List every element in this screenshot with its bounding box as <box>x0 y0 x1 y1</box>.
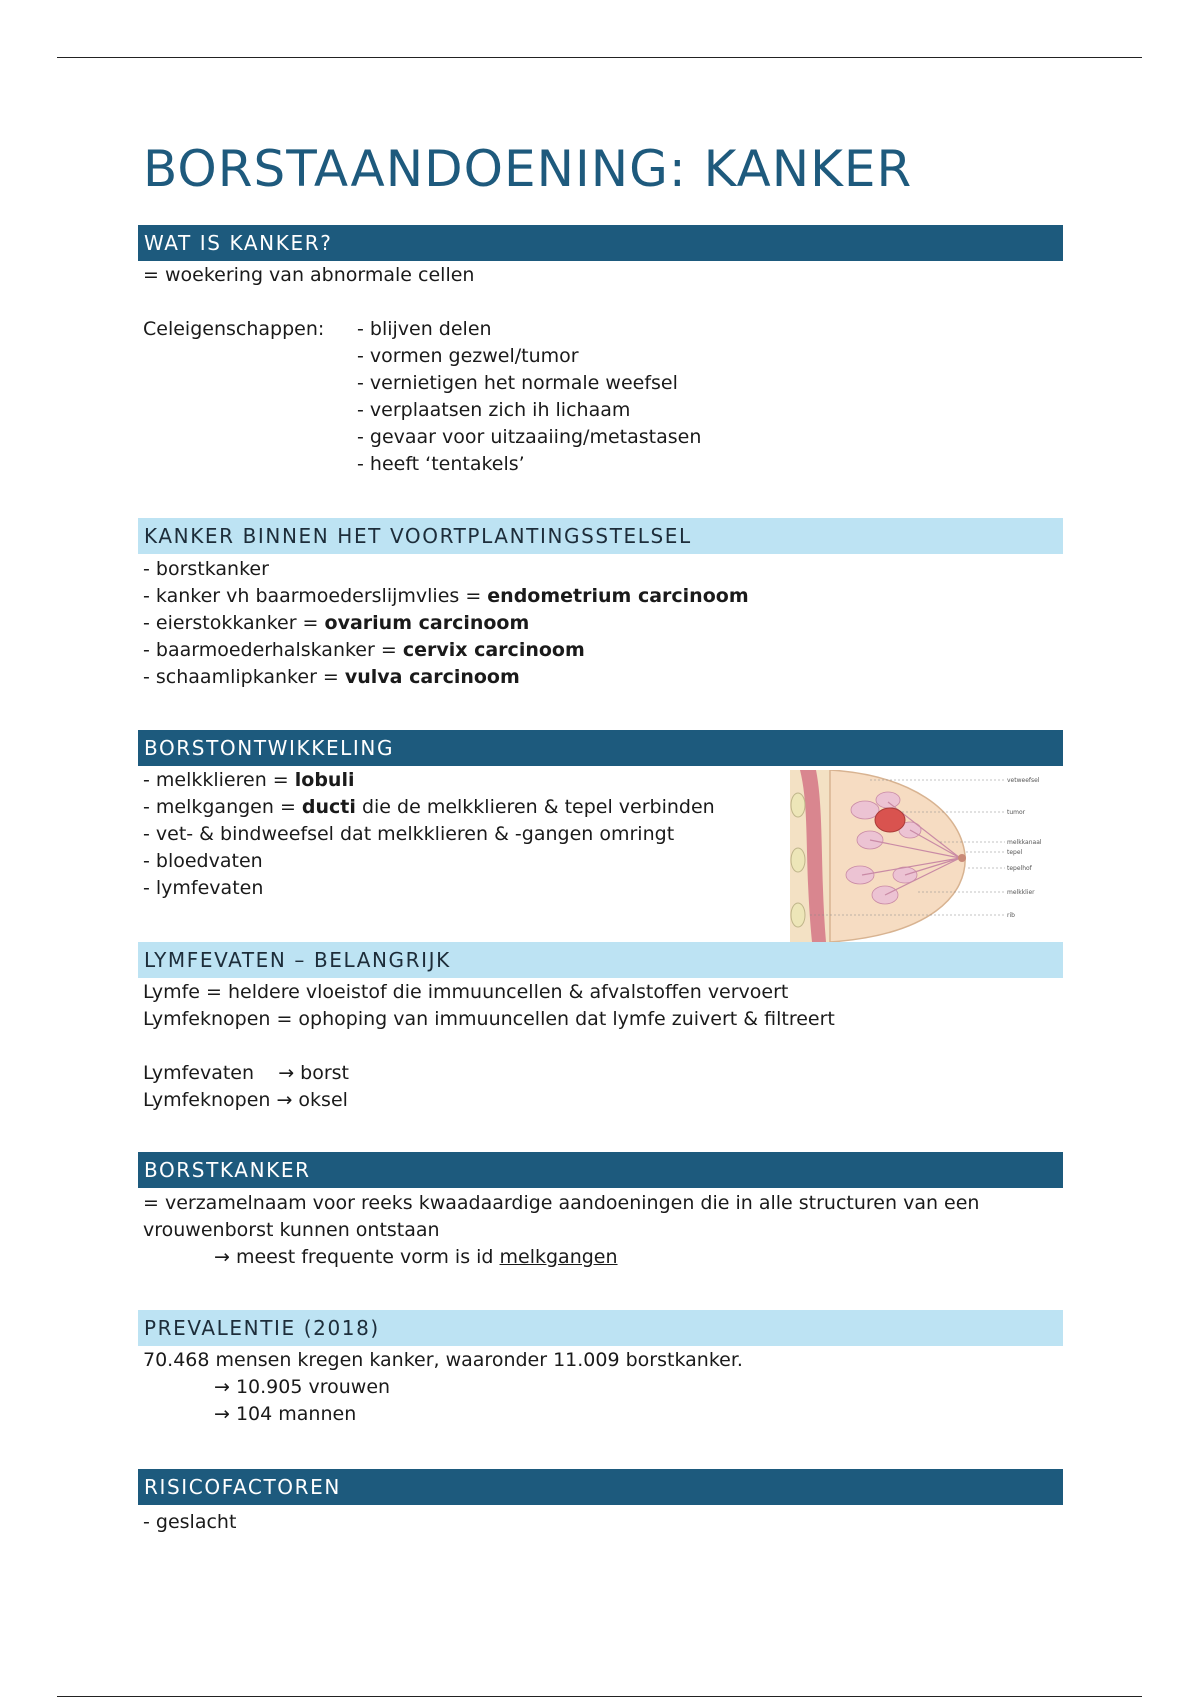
text-line: Lymfeknopen → oksel <box>143 1089 348 1111</box>
list-item: - baarmoederhalskanker = cervix carcinoom <box>143 639 585 661</box>
text-line: → 104 mannen <box>214 1403 357 1425</box>
section-header-borstontwikkeling: BORSTONTWIKKELING <box>138 730 1063 766</box>
list-item: - melkgangen = ducti die de melkklieren & tepel verbinden <box>143 796 715 818</box>
text-line: 70.468 mensen kregen kanker, waaronder 11.009 borstkanker. <box>143 1349 743 1371</box>
list-item: - eierstokkanker = ovarium carcinoom <box>143 612 530 634</box>
breast-anatomy-diagram <box>790 770 1060 942</box>
list-item: - heeft ‘tentakels’ <box>357 453 525 475</box>
list-item: - melkklieren = lobuli <box>143 769 355 791</box>
text-line: → 10.905 vrouwen <box>214 1376 391 1398</box>
tumor-shape <box>875 808 905 832</box>
text-line: vrouwenborst kunnen ontstaan <box>143 1219 440 1241</box>
lobule-shape <box>876 792 900 808</box>
lobule-shape <box>851 801 879 819</box>
list-item: - vet- & bindweefsel dat melkklieren & -gangen omringt <box>143 823 675 845</box>
nipple-shape <box>958 854 966 862</box>
section-header-borstkanker: BORSTKANKER <box>138 1152 1063 1188</box>
label-tumor: tumor <box>1007 809 1026 816</box>
label-rib: rib <box>1007 912 1015 919</box>
list-item: - gevaar voor uitzaaiing/metastasen <box>357 426 702 448</box>
list-item: - bloedvaten <box>143 850 263 872</box>
list-item: - vernietigen het normale weefsel <box>357 372 678 394</box>
list-item: - vormen gezwel/tumor <box>357 345 579 367</box>
list-item: - schaamlipkanker = vulva carcinoom <box>143 666 520 688</box>
label-vetweefsel: vetweefsel <box>1007 777 1040 784</box>
label-tepelhof: tepelhof <box>1007 865 1032 872</box>
text-line: Lymfeknopen = ophoping van immuuncellen dat lymfe zuivert & filtreert <box>143 1008 835 1030</box>
section-header-risicofactoren: RISICOFACTOREN <box>138 1469 1063 1505</box>
top-rule <box>57 57 1142 58</box>
text-line: Lymfevaten → borst <box>143 1062 350 1084</box>
list-item: - kanker vh baarmoederslijmvlies = endometrium carcinoom <box>143 585 749 607</box>
bottom-rule <box>57 1696 1142 1697</box>
section-header-voortplantingsstelsel: KANKER BINNEN HET VOORTPLANTINGSSTELSEL <box>138 518 1063 554</box>
section-header-wat-is-kanker: WAT IS KANKER? <box>138 225 1063 261</box>
rib-shape <box>791 903 805 927</box>
label-melkkanaal: melkkanaal <box>1007 839 1042 846</box>
text-line: → meest frequente vorm is id melkgangen <box>214 1246 618 1268</box>
label-melkklier: melkklier <box>1007 889 1035 896</box>
list-item: - borstkanker <box>143 558 269 580</box>
lobule-shape <box>846 866 874 884</box>
rib-shape <box>791 793 805 817</box>
list-item: - lymfevaten <box>143 877 264 899</box>
list-item: - blijven delen <box>357 318 492 340</box>
list-item: - geslacht <box>143 1511 237 1533</box>
text-line: = verzamelnaam voor reeks kwaadaardige aandoeningen die in alle structuren van een <box>143 1192 980 1214</box>
list-item: - verplaatsen zich ih lichaam <box>357 399 631 421</box>
definition-kanker: = woekering van abnormale cellen <box>143 264 475 286</box>
section-header-prevalentie: PREVALENTIE (2018) <box>138 1310 1063 1346</box>
page-title: BORSTAANDOENING: KANKER <box>143 140 913 198</box>
label-tepel: tepel <box>1007 849 1023 856</box>
rib-shape <box>791 848 805 872</box>
celeigenschappen-label: Celeigenschappen: <box>143 318 325 340</box>
section-header-lymfevaten: LYMFEVATEN – BELANGRIJK <box>138 942 1063 978</box>
text-line: Lymfe = heldere vloeistof die immuuncellen & afvalstoffen vervoert <box>143 981 789 1003</box>
